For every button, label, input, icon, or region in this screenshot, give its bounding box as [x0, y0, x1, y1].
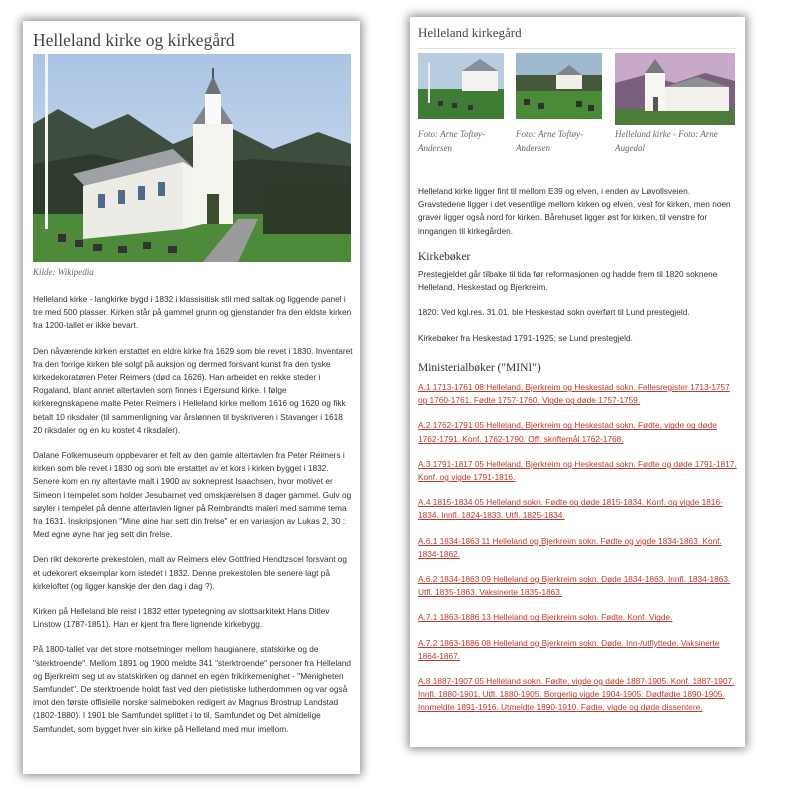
intro-text: Helleland kirke ligger fint til mellom E39 og elven, i enden av Løvollsveien. Gravstedene ligger i det vesentlige mellom kirken og elven, vest for kirken, men noen graver ligger også nord for kirken. Bårehuset ligger øst for kirken, til venstre for inngangen til kirkegården.: [418, 186, 731, 236]
thumb-caption-2: Foto: Arne Toftøy-Andersen: [516, 129, 583, 153]
page-title: Helleland kirke og kirkegård: [33, 30, 235, 50]
register-link[interactable]: A.4 1815-1834 05 Helleland sokn. Fødte og døde 1815-1834. Konf. og vigde 1816-1834. Innfl. 1824-1833. Utfl. 1825-1834.: [418, 497, 723, 521]
registers-heading: Ministerialbøker ("MINI"): [418, 362, 541, 374]
paragraph: 1820: Ved kgl.res. 31.01. ble Heskestad sokn overført til Lund prestegjeld.: [418, 307, 690, 318]
church-thumbnail[interactable]: [615, 53, 735, 125]
section-title: Helleland kirkegård: [418, 25, 522, 40]
paragraph: På 1800-tallet var det store motsetninger mellom haugianere, statskirke og de "sterktroende". Mellom 1891 og 1900 meldte 341 "sterktroende" personer fra Helleland og Bjerkreim seg ut av statskirken og dannet en egen frikirkemenighet - "Menigheten Samfundet". De sterktroende holdt fast ved den pietistiske lutherdommen og var også imot den første offisielle norske salmeboken redigert av Magnus Brostrup Landstad (1802-1880). I 1901 ble Samfundet splittet i to til, Samfundet og Det almidelige Samfundet, som bygget hver sin kirke på Helleland med mur imellom.: [33, 644, 352, 734]
thumb-caption-1: Foto: Arne Toftøy-Andersen: [418, 129, 485, 153]
register-link[interactable]: A.3 1791-1817 05 Helleland, Bjerkreim og Heskestad sokn. Fødte og døde 1791-1817. Konf. og vigde 1791-1816.: [418, 458, 737, 483]
kirkeboker-heading: Kirkebøker: [418, 251, 471, 263]
paragraph: Den nåværende kirken erstattet en eldre kirke fra 1629 som ble revet i 1830. Inventaret fra den forrige kirken ble solgt på auksjon og dermed forsvant kunst fra den tyske kirkedekoratøren Peter Reimers (død ca 1626). Han arbeidet en rekke steder i Rogaland, blant annet altertavlen som finnes i Egersund kirke. I følge kirkeregnskapene malte Peter Reimers i Helleland kirke mellom 1616 og 1620 og fikk betalt 10 riksdaler (til sammenligning var årslønnen til byskriveren i Stavanger i 1618 20 riksdaler og en ku kostet 4 riksdaler).: [33, 345, 353, 435]
register-link[interactable]: A.6.2 1834-1863 09 Helleland og Bjerkreim sokn. Døde 1834-1863. Innfl. 1834-1863. Utfl. 1835-1863. Vaksinerte 1835-1863.: [418, 574, 731, 598]
paragraph: Dalane Folkemuseum oppbevarer et felt av den gamle altertavlen fra Peter Reimers i kirken som ble revet i 1830 og som ble erstattet av et kors i kirken bygget i 1832. Senere kom en ny altertavle malt i 1900 av sokneprest Isaachsen, hvor motivet er Simeon i tempelet som holder Jesubarnet ved omskjærelsen 8 dager gammel. Gulv og søyler i tempelet på denne altertavlen ligner på Rembrandts maleri med samme tema fra 1631. Inskripsjonen "Mine øine har sett din frelse" er en variasjon av Lukas 2, 30 : Med egne øyne har jeg sett din frelse.: [33, 450, 352, 540]
paragraph: Prestegjeldet går tilbake til tida før reformasjonen og hadde frem til 1820 soknene Helleland, Heskestad og Bjerkreim.: [418, 269, 718, 293]
register-link[interactable]: A.7.2 1863-1886 08 Helleland og Bjerkreim sokn. Døde. Inn-/utflyttede. Vaksinerte 1864-1867.: [418, 637, 720, 661]
register-link[interactable]: A.2 1762-1791 05 Helleland, Bjerkreim og Heskestad sokn. Fødte, vigde og døde 1762-1791. Konf. 1762-1790. Off. skriftemål 1762-1768.: [418, 420, 717, 444]
register-link[interactable]: A.8 1887-1907 05 Helleland sokn. Fødte, vigde og døde 1887-1905. Konf. 1887-1907. Innfl. 1880-1901. Utfl. 1880-1905. Borgerlig vigde 1904-1905. Dødfødte 1890-1905. Innmeldte 1891-1916. Utmeldte 1890-1910. Fødte, vigde og døde dissentere.: [418, 676, 735, 713]
kirkeboker-text: [418, 268, 738, 357]
church-photo: [33, 54, 351, 262]
cemetery-thumbnail-2[interactable]: [516, 53, 602, 119]
paragraph: Den rikt dekorerte prekestolen, malt av Reimers elev Gottfried Hendtzscel forsvant og et udekorert eksemplar kom istedet i 1832. Denne prekestolen ble senere lagt på kirkeloftet (og ligger kanskje der den dag i dag ?).: [33, 554, 348, 591]
register-link[interactable]: A.6.1 1834-1863 11 Helleland og Bjerkreim sokn. Fødte og vigde 1834-1863. Konf. 1834-1862.: [418, 535, 722, 559]
register-link[interactable]: A.1 1713-1761 08 Helleland, Bjerkreim og Heskestad sokn. Fellesregister 1713-1757 og 1760-1761. Fødte 1757-1760. Vigde og døde 1757-1759.: [418, 382, 730, 406]
cemetery-thumbnail-1[interactable]: [418, 53, 504, 119]
right-page: [410, 17, 745, 747]
left-page: [23, 21, 360, 774]
paragraph: Kirken på Helleland ble reist i 1832 etter typetegning av slottsarkitekt Hans Ditlev Linstow (1787-1851). Han er kjent fra flere lignende kirkebygg.: [33, 606, 330, 630]
thumb-caption-3: Helleland kirke - Foto: Arne Augedal: [615, 129, 718, 153]
photo-caption: Kilde: Wikipedia: [33, 267, 94, 277]
divider: [418, 48, 737, 49]
register-list: [418, 381, 738, 727]
paragraph: Helleland kirke - langkirke bygd i 1832 i klassisitisk stil med saltak og liggende panel i tre med 500 plasser. Kirken står på gammel grunn og gjenstander fra den eldste kirken fra 1200-tallet er ikke bevart.: [33, 294, 352, 331]
article-body: [33, 293, 353, 748]
paragraph: Kirkebøker fra Heskestad 1791-1925; se Lund prestegjeld.: [418, 332, 633, 343]
register-link[interactable]: A.7.1 1863-1886 13 Helleland og Bjerkreim sokn. Fødte. Konf. Vigde.: [418, 612, 673, 623]
